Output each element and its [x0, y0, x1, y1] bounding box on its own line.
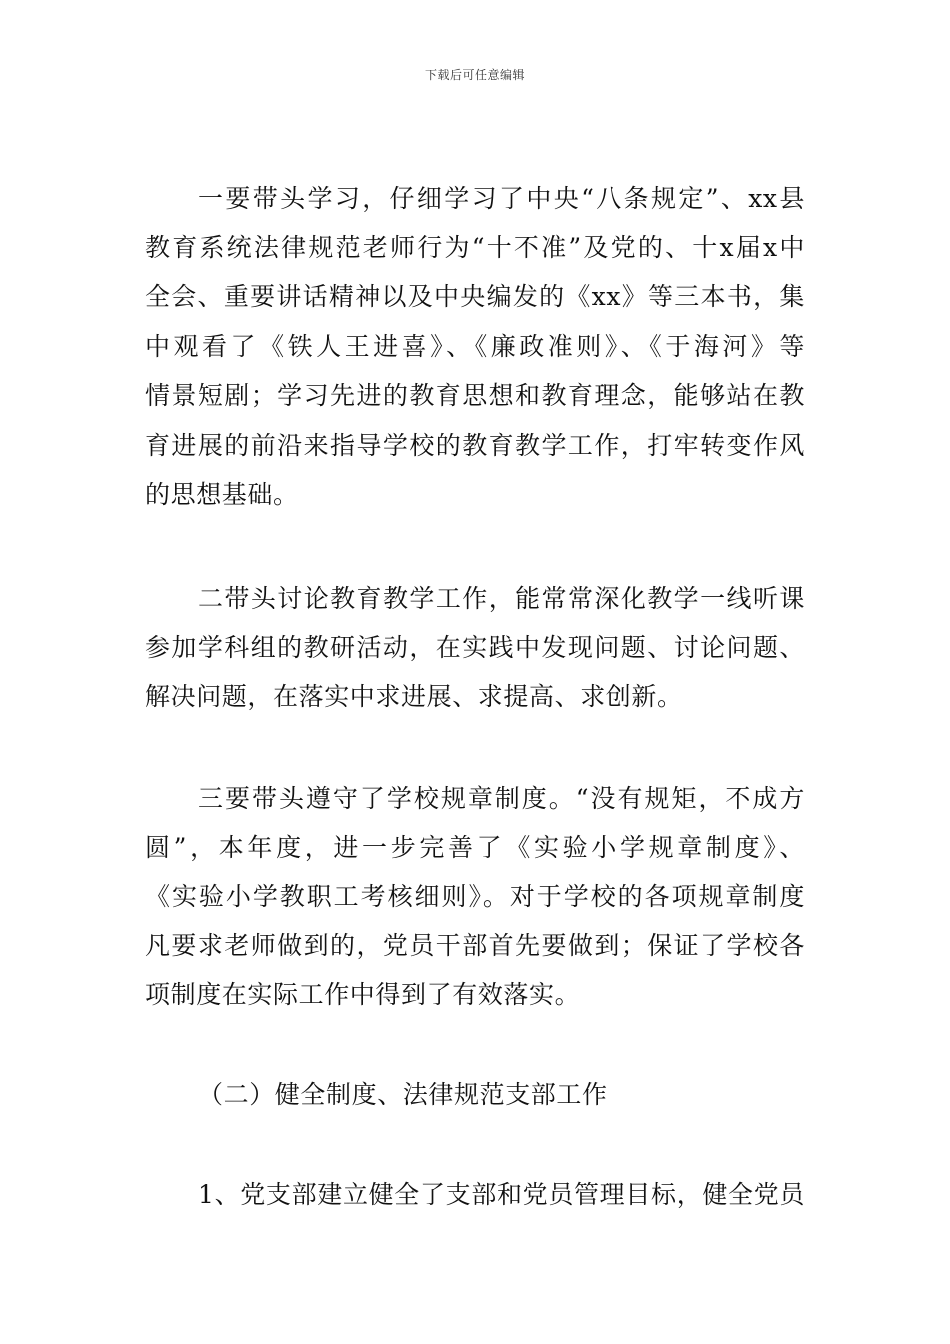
- paragraph-1-line-6: 育进展的前沿来指导学校的教育教学工作，打牢转变作风: [145, 431, 805, 460]
- paragraph-2-line-1: 二带头讨论教育教学工作，能常常深化教学一线听课: [198, 584, 805, 613]
- paragraph-3-line-3: 《实验小学教职工考核细则》。对于学校的各项规章制度: [145, 882, 805, 911]
- paragraph-1-line-2: 教育系统法律规范老师行为“十不准”及党的、十x届x中: [145, 233, 805, 262]
- paragraph-5-line-1: 1、党支部建立健全了支部和党员管理目标，健全党员: [198, 1180, 805, 1209]
- paragraph-3-line-5: 项制度在实际工作中得到了有效落实。: [145, 980, 581, 1009]
- paragraph-3-line-4: 凡要求老师做到的，党员干部首先要做到；保证了学校各: [145, 931, 805, 960]
- paragraph-1-line-3: 全会、重要讲话精神以及中央编发的《xx》等三本书，集: [145, 282, 805, 311]
- paragraph-1-line-7: 的思想基础。: [145, 480, 299, 509]
- paragraph-3-line-2: 圆”，本年度，进一步完善了《实验小学规章制度》、: [145, 833, 805, 862]
- paragraph-2-line-2: 参加学科组的教研活动，在实践中发现问题、讨论问题、: [145, 633, 805, 662]
- paragraph-1-line-1: 一要带头学习，仔细学习了中央“八条规定”、xx县: [198, 184, 805, 213]
- paragraph-3-line-1: 三要带头遵守了学校规章制度。“没有规矩，不成方: [198, 784, 805, 813]
- paragraph-1-line-4: 中观看了《铁人王进喜》、《廉政准则》、《于海河》等: [145, 332, 805, 361]
- section-heading: （二）健全制度、法律规范支部工作: [198, 1080, 608, 1109]
- page-header: 下载后可任意编辑: [424, 68, 525, 82]
- paragraph-2-line-3: 解决问题，在落实中求进展、求提高、求创新。: [145, 682, 683, 711]
- paragraph-1-line-5: 情景短剧；学习先进的教育思想和教育理念，能够站在教: [145, 381, 805, 410]
